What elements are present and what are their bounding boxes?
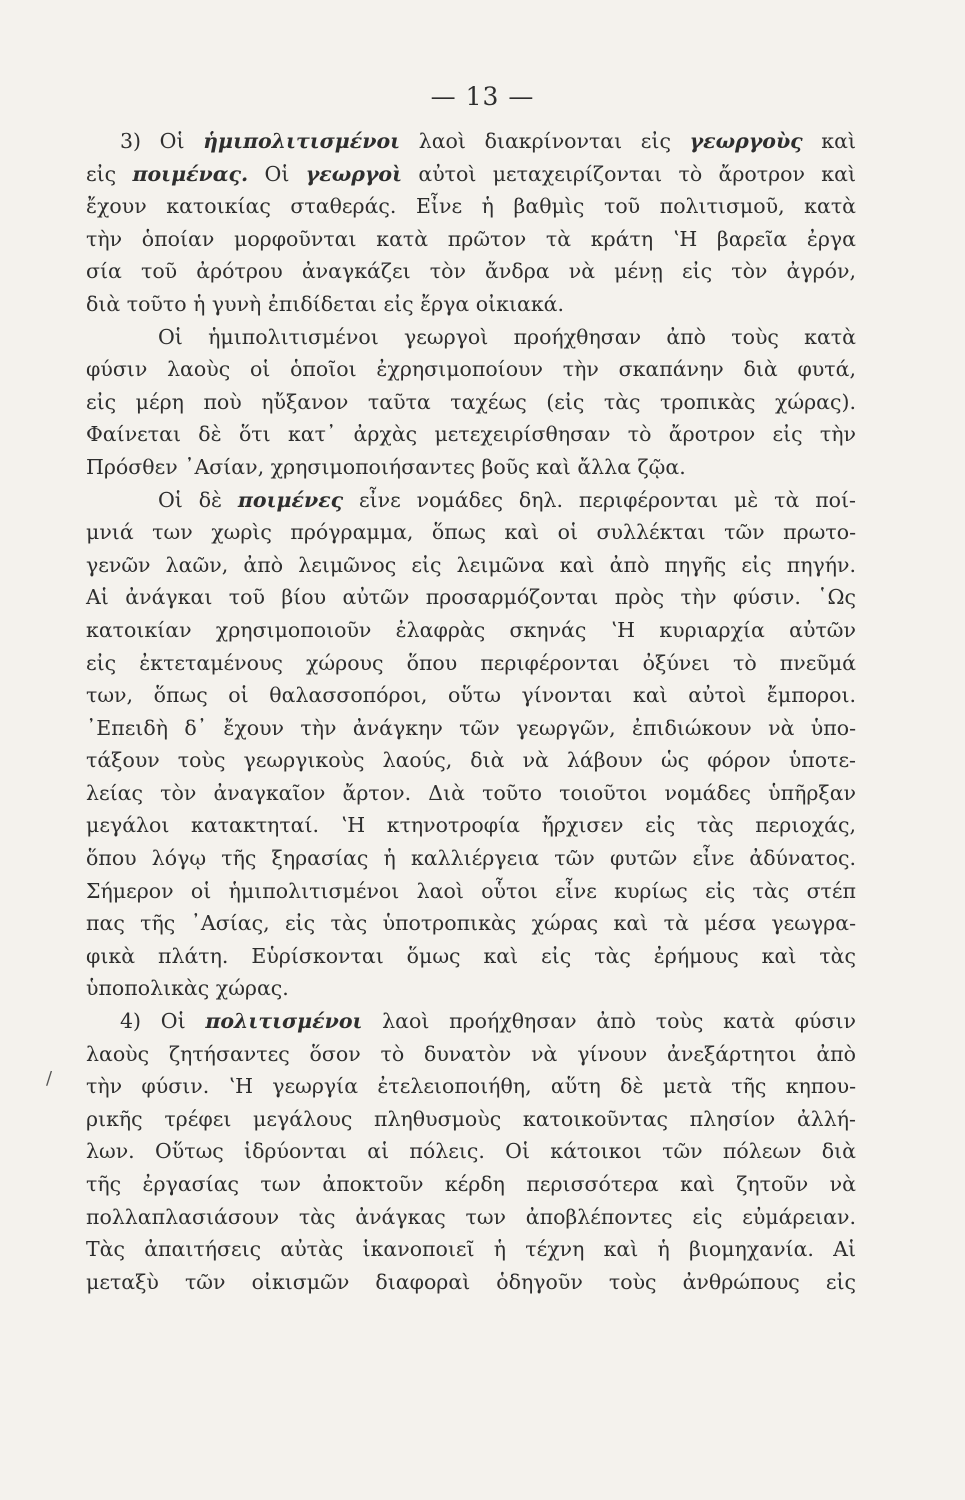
emphasized-term: γεωργοὶ [305,161,402,186]
text-run: των, ὅπως οἱ θαλασσοπόροι, οὕτω γίνονται καὶ αὐτοὶ ἔμποροι. [86,683,856,708]
text-run: ἔχουν κατοικίας σταθεράς. Εἶνε ἡ βαθμὶς τοῦ πολιτισμοῦ, κατὰ [86,194,856,219]
emphasized-term: πολιτισμένοι [205,1009,363,1034]
text-run: τὴν φύσιν. ʽΗ γεωργία ἐτελειοποιήθη, αὕτη δὲ μετὰ τῆς κηπου- [86,1074,856,1099]
text-run: λαοὺς ζητήσαντες ὅσον τὸ δυνατὸν νὰ γίνουν ἀνεξάρτητοι ἀπὸ [86,1041,856,1066]
text-line [86,647,856,680]
text-run: λείας τὸν ἀναγκαῖον ἄρτον. Διὰ τοῦτο τοιοῦτοι νομάδες ὑπῆρξαν [86,780,856,805]
text-run: σία τοῦ ἀρότρου ἀναγκάζει τὸν ἄνδρα νὰ μένῃ εἰς τὸν ἀγρόν, [86,259,856,284]
text-line [86,1103,856,1136]
text-line [86,712,856,745]
text-run: λαοὶ διακρίνονται εἰς [400,129,690,153]
text-line [86,1168,856,1201]
text-run: εἶνε νομάδες δηλ. περιφέρονται μὲ τὰ ποί- [343,487,856,512]
text-line [86,809,856,842]
text-line [86,125,856,158]
text-run: Οἱ ἡμιπολιτισμένοι γεωργοὶ προήχθησαν ἀπὸ τοὺς κατὰ [158,324,856,349]
body-text [86,125,856,1298]
emphasized-term: ποιμένας. [132,161,249,186]
text-line [86,386,856,419]
text-line [86,1038,856,1071]
text-run: εἰς ἐκτεταμένους χώρους ὅπου περιφέρονται ὀξύνει τὸ πνεῦμά [86,650,856,675]
text-line [86,418,856,451]
text-run: Οἱ [248,161,306,186]
text-line [86,1233,856,1266]
text-run: τῆς ἐργασίας των ἀποκτοῦν κέρδη περισσότερα καὶ ζητοῦν νὰ [86,1172,856,1196]
text-run: τάξουν τοὺς γεωργικοὺς λαούς, διὰ νὰ λάβουν ὡς φόρον ὑποτε- [86,748,856,773]
text-line [86,516,856,549]
text-run: εἰς [86,161,133,186]
text-line [86,223,856,256]
emphasized-term: γεωργοὺς [689,129,803,153]
text-run: ᾿Επειδὴ δ᾽ ἔχουν τὴν ἀνάγκην τῶν γεωργῶν, ἐπιδιώκουν νὰ ὑπο- [86,715,856,740]
text-line [86,907,856,940]
text-run: Οἱ δὲ [158,487,238,512]
text-run: ὑποπολικὰς χώρας. [86,976,289,1001]
text-line [86,484,856,517]
text-line [86,451,856,484]
text-run: εἰς μέρη ποὺ ηὔξανον ταῦτα ταχέως (εἰς τὰς τροπικὰς χώρας). [86,389,856,414]
text-line [86,1135,856,1168]
text-run: ὅπου λόγῳ τῆς ξηρασίας ἡ καλλιέργεια τῶν φυτῶν εἶνε ἀδύνατος. [86,846,856,871]
text-line [86,321,856,354]
text-run: ρικῆς τρέφει μεγάλους πληθυσμοὺς κατοικοῦντας πλησίον ἀλλή- [86,1106,856,1131]
text-run: διὰ τοῦτο ἡ γυνὴ ἐπιδίδεται εἰς ἔργα οἰκιακά. [86,291,565,316]
text-line [86,1201,856,1234]
page-number: — 13 — [430,82,535,111]
text-line [86,842,856,875]
text-run: φικὰ πλάτη. Εὑρίσκονται ὅμως καὶ εἰς τὰς ἐρήμους καὶ τὰς [86,943,856,968]
text-line [86,875,856,908]
text-run: λαοὶ προήχθησαν ἀπὸ τοὺς κατὰ φύσιν [362,1009,856,1034]
text-run: κατοικίαν χρησιμοποιοῦν ἐλαφρὰς σκηνάς ʽΗ κυριαρχία αὐτῶν [86,617,856,642]
text-run: Αἱ ἀνάγκαι τοῦ βίου αὐτῶν προσαρμόζονται πρὸς τὴν φύσιν. ῾Ως [86,585,856,610]
text-run: Φαίνεται δὲ ὅτι κατ᾽ ἀρχὰς μετεχειρίσθησαν τὸ ἄροτρον εἰς τὴν [86,422,856,447]
text-run: πας τῆς ᾿Ασίας, εἰς τὰς ὑποτροπικὰς χώρας καὶ τὰ μέσα γεωγρα- [86,911,856,936]
text-line [86,255,856,288]
text-run: 4) Οἱ [120,1009,206,1034]
text-line [86,1266,856,1299]
text-run: γενῶν λαῶν, ἀπὸ λειμῶνος εἰς λειμῶνα καὶ ἀπὸ πηγῆς εἰς πηγήν. [86,552,856,577]
text-line [86,614,856,647]
text-line [86,744,856,777]
text-run: φύσιν λαοὺς οἱ ὁποῖοι ἐχρησιμοποίουν τὴν σκαπάνην διὰ φυτά, [86,357,856,382]
text-line [86,581,856,614]
text-run: πολλαπλασιάσουν τὰς ἀνάγκας των ἀποβλέποντες εἰς εὐμάρειαν. [86,1204,856,1229]
text-line [86,353,856,386]
text-run: καὶ [802,129,856,153]
text-run: τὴν ὁποίαν μορφοῦνται κατὰ πρῶτον τὰ κράτη ʽΗ βαρεῖα ἐργα [86,226,856,251]
text-line [86,972,856,1005]
text-line [86,777,856,810]
text-run: Πρόσθεν ᾿Ασίαν, χρησιμοποιήσαντες βοῦς καὶ ἄλλα ζῷα. [86,454,686,479]
emphasized-term: ποιμένες [237,487,344,512]
text-line [86,1005,856,1038]
text-run: μεταξὺ τῶν οἰκισμῶν διαφοραὶ ὁδηγοῦν τοὺς ἀνθρώπους εἰς [86,1269,856,1294]
text-run: λων. Οὕτως ἱδρύονται αἱ πόλεις. Οἱ κάτοικοι τῶν πόλεων διὰ [86,1139,856,1164]
text-run: Σήμερον οἱ ἡμιπολιτισμένοι λαοὶ οὗτοι εἶνε κυρίως εἰς τὰς στέπ [86,878,856,903]
text-line [86,190,856,223]
text-line [86,1070,856,1103]
text-run: Τὰς ἀπαιτήσεις αὐτὰς ἱκανοποιεῖ ἡ τέχνη καὶ ἡ βιομηχανία. Αἱ [86,1237,856,1262]
text-run: αὐτοὶ μεταχειρίζονται τὸ ἄροτρον καὶ [402,161,856,186]
text-line [86,288,856,321]
margin-mark: / [46,1068,53,1089]
text-run: μνιά των χωρὶς πρόγραμμα, ὅπως καὶ οἱ συλλέκται τῶν πρωτο- [86,520,856,545]
text-line [86,549,856,582]
text-run: μεγάλοι κατακτηταί. ʽΗ κτηνοτροφία ἤρχισεν εἰς τὰς περιοχάς, [86,813,856,838]
text-line [86,679,856,712]
text-line [86,940,856,973]
emphasized-term: ἡμιπολιτισμένοι [203,129,401,153]
text-line [86,158,856,191]
text-run: 3) Οἱ [120,129,204,153]
